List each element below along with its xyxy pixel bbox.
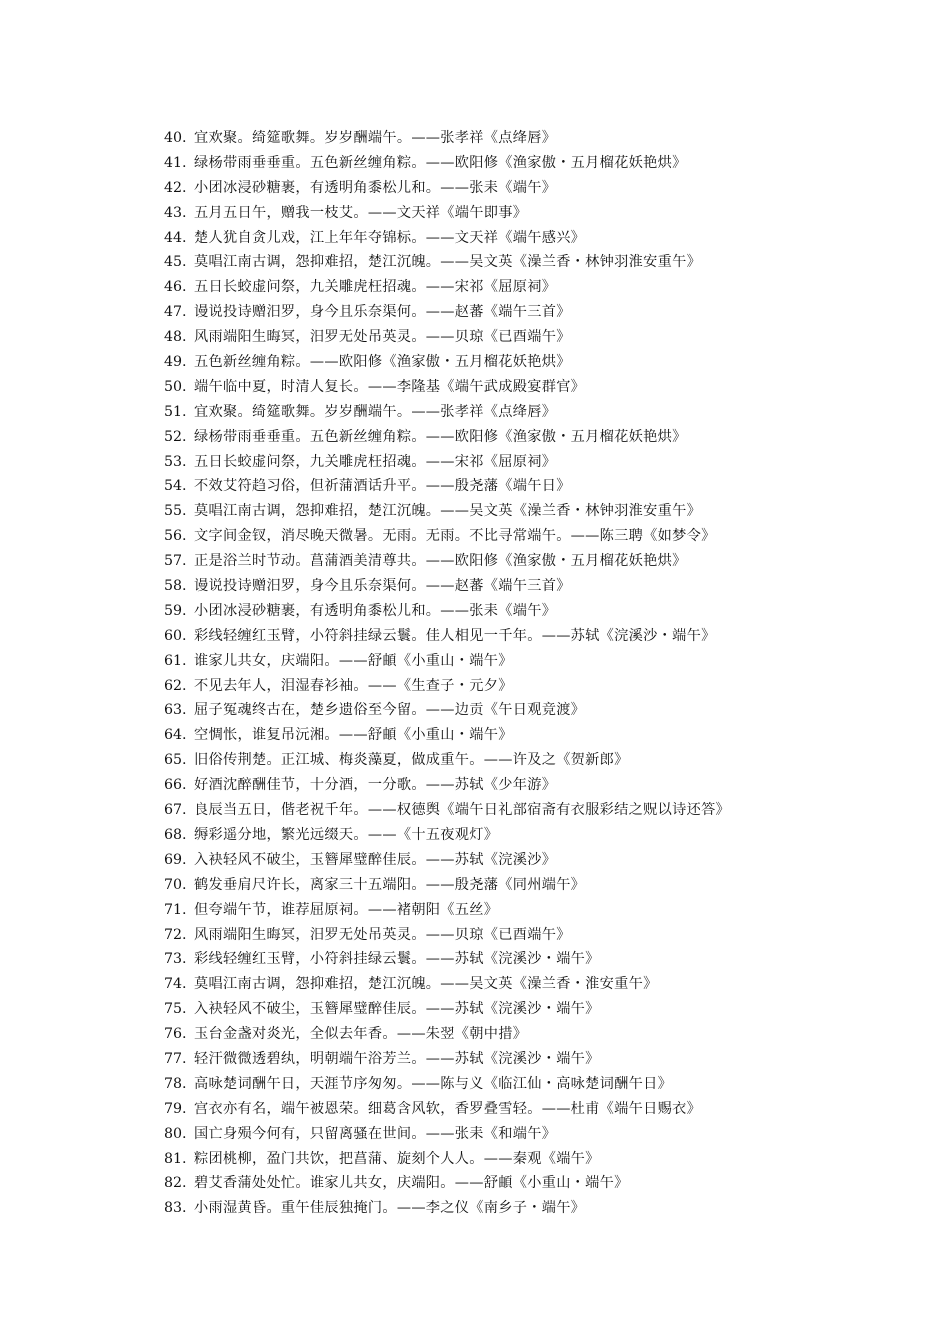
item-number: 47.	[164, 304, 187, 321]
list-item	[164, 848, 924, 873]
list-item	[164, 649, 924, 674]
list-item	[164, 400, 924, 425]
item-number: 61.	[164, 652, 187, 669]
item-number: 49.	[164, 354, 187, 371]
item-text: 莫唱江南古调，怨抑难招，楚江沉魄。——吴文英《澡兰香・淮安重午》	[194, 976, 658, 993]
item-number: 53.	[164, 453, 187, 470]
item-number: 76.	[164, 1026, 187, 1043]
item-text: 端午临中夏，时清人复长。——李隆基《端午武成殿宴群官》	[194, 378, 586, 395]
item-number: 72.	[164, 926, 187, 943]
item-text: 宜欢聚。绮筵歌舞。岁岁酬端午。——张孝祥《点绛唇》	[194, 403, 557, 420]
item-text: 入袂轻风不破尘，玉簪犀璧醉佳辰。——苏轼《浣溪沙・端午》	[194, 1001, 600, 1018]
item-number: 46.	[164, 279, 187, 296]
item-text: 莫唱江南古调，怨抑难招，楚江沉魄。——吴文英《澡兰香・林钟羽淮安重午》	[194, 254, 702, 271]
item-number: 81.	[164, 1150, 187, 1167]
item-text: 文字间金钗，消尽晚天微暑。无雨。无雨。不比寻常端午。——陈三聘《如梦令》	[194, 528, 716, 545]
item-text: 旧俗传荆楚。正江城、梅炎藻夏，做成重午。——许及之《贺新郎》	[194, 752, 629, 769]
item-number: 52.	[164, 428, 187, 445]
item-number: 77.	[164, 1050, 187, 1067]
item-text: 碧艾香蒲处处忙。谁家儿共女，庆端阳。——舒頔《小重山・端午》	[194, 1175, 629, 1192]
list-item	[164, 972, 924, 997]
item-text: 谩说投诗赠汨罗，身今且乐奈渠何。——赵蕃《端午三首》	[194, 304, 571, 321]
item-text: 小雨湿黄昏。重午佳辰独掩门。——李之仪《南乡子・端午》	[194, 1200, 586, 1217]
list-item	[164, 474, 924, 499]
item-number: 42.	[164, 179, 187, 196]
list-item	[164, 898, 924, 923]
list-item	[164, 798, 924, 823]
item-text: 风雨端阳生晦冥，汨罗无处吊英灵。——贝琼《已酉端午》	[194, 926, 571, 943]
list-item	[164, 1147, 924, 1172]
item-text: 五日长蛟虚问祭，九关雕虎枉招魂。——宋祁《屈原祠》	[194, 279, 557, 296]
list-item	[164, 499, 924, 524]
item-number: 54.	[164, 478, 187, 495]
item-number: 82.	[164, 1175, 187, 1192]
item-number: 41.	[164, 154, 187, 171]
item-text: 国亡身殒今何有，只留离骚在世间。——张耒《和端午》	[194, 1125, 557, 1142]
list-item	[164, 176, 924, 201]
item-text: 五色新丝缠角粽。——欧阳修《渔家傲・五月榴花妖艳烘》	[194, 354, 571, 371]
item-number: 71.	[164, 901, 187, 918]
item-text: 正是浴兰时节动。菖蒲酒美清尊共。——欧阳修《渔家傲・五月榴花妖艳烘》	[194, 553, 687, 570]
list-item	[164, 250, 924, 275]
list-item	[164, 599, 924, 624]
item-number: 83.	[164, 1200, 187, 1217]
list-item	[164, 1022, 924, 1047]
list-item	[164, 574, 924, 599]
item-text: 五日长蛟虚问祭，九关雕虎枉招魂。——宋祁《屈原祠》	[194, 453, 557, 470]
item-number: 43.	[164, 204, 187, 221]
item-number: 68.	[164, 826, 187, 843]
item-number: 59.	[164, 602, 187, 619]
list-item	[164, 923, 924, 948]
item-text: 屈子冤魂终古在，楚乡遗俗至今留。——边贡《午日观竞渡》	[194, 702, 586, 719]
item-number: 62.	[164, 677, 187, 694]
list-item	[164, 748, 924, 773]
list-item	[164, 624, 924, 649]
item-text: 轻汗微微透碧纨，明朝端午浴芳兰。——苏轼《浣溪沙・端午》	[194, 1050, 600, 1067]
item-number: 40.	[164, 130, 187, 146]
item-text: 宫衣亦有名，端午被恩荣。细葛含风软，香罗叠雪轻。——杜甫《端午日赐衣》	[194, 1100, 702, 1117]
list-item	[164, 325, 924, 350]
item-number: 57.	[164, 553, 187, 570]
item-text: 谁家儿共女，庆端阳。——舒頔《小重山・端午》	[194, 652, 513, 669]
item-number: 66.	[164, 777, 187, 794]
item-number: 65.	[164, 752, 187, 769]
list-item	[164, 201, 924, 226]
list-item	[164, 997, 924, 1022]
list-item	[164, 723, 924, 748]
item-number: 51.	[164, 403, 187, 420]
item-text: 玉台金盏对炎光，全似去年香。——朱翌《朝中措》	[194, 1026, 528, 1043]
list-item	[164, 549, 924, 574]
item-text: 鹤发垂肩尺许长，离家三十五端阳。——殷尧藩《同州端午》	[194, 876, 586, 893]
item-number: 80.	[164, 1125, 187, 1142]
item-number: 74.	[164, 976, 187, 993]
item-text: 入袂轻风不破尘，玉簪犀璧醉佳辰。——苏轼《浣溪沙》	[194, 851, 557, 868]
item-number: 73.	[164, 951, 187, 968]
item-number: 64.	[164, 727, 187, 744]
item-text: 绿杨带雨垂垂重。五色新丝缠角粽。——欧阳修《渔家傲・五月榴花妖艳烘》	[194, 428, 687, 445]
item-number: 69.	[164, 851, 187, 868]
item-number: 50.	[164, 378, 187, 395]
item-number: 70.	[164, 876, 187, 893]
list-item	[164, 126, 924, 151]
list-item	[164, 873, 924, 898]
item-number: 56.	[164, 528, 187, 545]
item-number: 67.	[164, 802, 187, 819]
item-text: 但夸端午节，谁荐屈原祠。——褚朝阳《五丝》	[194, 901, 499, 918]
item-text: 彩线轻缠红玉臂，小符斜挂绿云鬟。——苏轼《浣溪沙・端午》	[194, 951, 600, 968]
item-text: 不见去年人，泪湿春衫袖。——《生查子・元夕》	[194, 677, 513, 694]
list-item	[164, 226, 924, 251]
item-text: 楚人犹自贪儿戏，江上年年夺锦标。——文天祥《端午感兴》	[194, 229, 586, 246]
list-item	[164, 947, 924, 972]
item-text: 彩线轻缠红玉臂，小符斜挂绿云鬟。佳人相见一千年。——苏轼《浣溪沙・端午》	[194, 627, 716, 644]
item-text: 不效艾符趋习俗，但祈蒲酒话升平。——殷尧藩《端午日》	[194, 478, 571, 495]
item-text: 风雨端阳生晦冥，汨罗无处吊英灵。——贝琼《已酉端午》	[194, 329, 571, 346]
list-item	[164, 1047, 924, 1072]
item-number: 58.	[164, 578, 187, 595]
item-number: 44.	[164, 229, 187, 246]
item-number: 60.	[164, 627, 187, 644]
list-item	[164, 300, 924, 325]
item-text: 宜欢聚。绮筵歌舞。岁岁酬端午。——张孝祥《点绛唇》	[194, 130, 557, 146]
item-number: 55.	[164, 503, 187, 520]
item-text: 好酒沈醉酬佳节，十分酒，一分歌。——苏轼《少年游》	[194, 777, 557, 794]
list-item	[164, 425, 924, 450]
item-number: 78.	[164, 1075, 187, 1092]
list-item	[164, 823, 924, 848]
list-item	[164, 275, 924, 300]
item-number: 45.	[164, 254, 187, 271]
item-text: 良辰当五日，偕老祝千年。——权德舆《端午日礼部宿斋有衣服彩结之贶以诗还答》	[194, 802, 731, 819]
list-item	[164, 1072, 924, 1097]
poem-list	[164, 126, 924, 1221]
item-text: 缛彩遥分地，繁光远缀天。——《十五夜观灯》	[194, 826, 499, 843]
list-item	[164, 524, 924, 549]
list-item	[164, 1171, 924, 1196]
item-text: 莫唱江南古调，怨抑难招，楚江沉魄。——吴文英《澡兰香・林钟羽淮安重午》	[194, 503, 702, 520]
item-text: 谩说投诗赠汨罗，身今且乐奈渠何。——赵蕃《端午三首》	[194, 578, 571, 595]
item-number: 79.	[164, 1100, 187, 1117]
item-text: 空惆怅，谁复吊沅湘。——舒頔《小重山・端午》	[194, 727, 513, 744]
list-item	[164, 1097, 924, 1122]
item-number: 48.	[164, 329, 187, 346]
item-text: 粽团桃柳，盈门共饮，把菖蒲、旋刻个人人。——秦观《端午》	[194, 1150, 600, 1167]
item-text: 五月五日午，赠我一枝艾。——文天祥《端午即事》	[194, 204, 528, 221]
list-item	[164, 773, 924, 798]
list-item	[164, 1196, 924, 1221]
item-number: 63.	[164, 702, 187, 719]
item-text: 小团冰浸砂糖裹，有透明角黍松儿和。——张耒《端午》	[194, 179, 557, 196]
item-number: 75.	[164, 1001, 187, 1018]
list-item	[164, 450, 924, 475]
list-item	[164, 350, 924, 375]
list-item	[164, 151, 924, 176]
list-item	[164, 1122, 924, 1147]
item-text: 绿杨带雨垂垂重。五色新丝缠角粽。——欧阳修《渔家傲・五月榴花妖艳烘》	[194, 154, 687, 171]
list-item	[164, 375, 924, 400]
item-text: 高咏楚词酬午日，天涯节序匆匆。——陈与义《临江仙・高咏楚词酬午日》	[194, 1075, 673, 1092]
list-item	[164, 674, 924, 699]
item-text: 小团冰浸砂糖裹，有透明角黍松儿和。——张耒《端午》	[194, 602, 557, 619]
list-item	[164, 698, 924, 723]
